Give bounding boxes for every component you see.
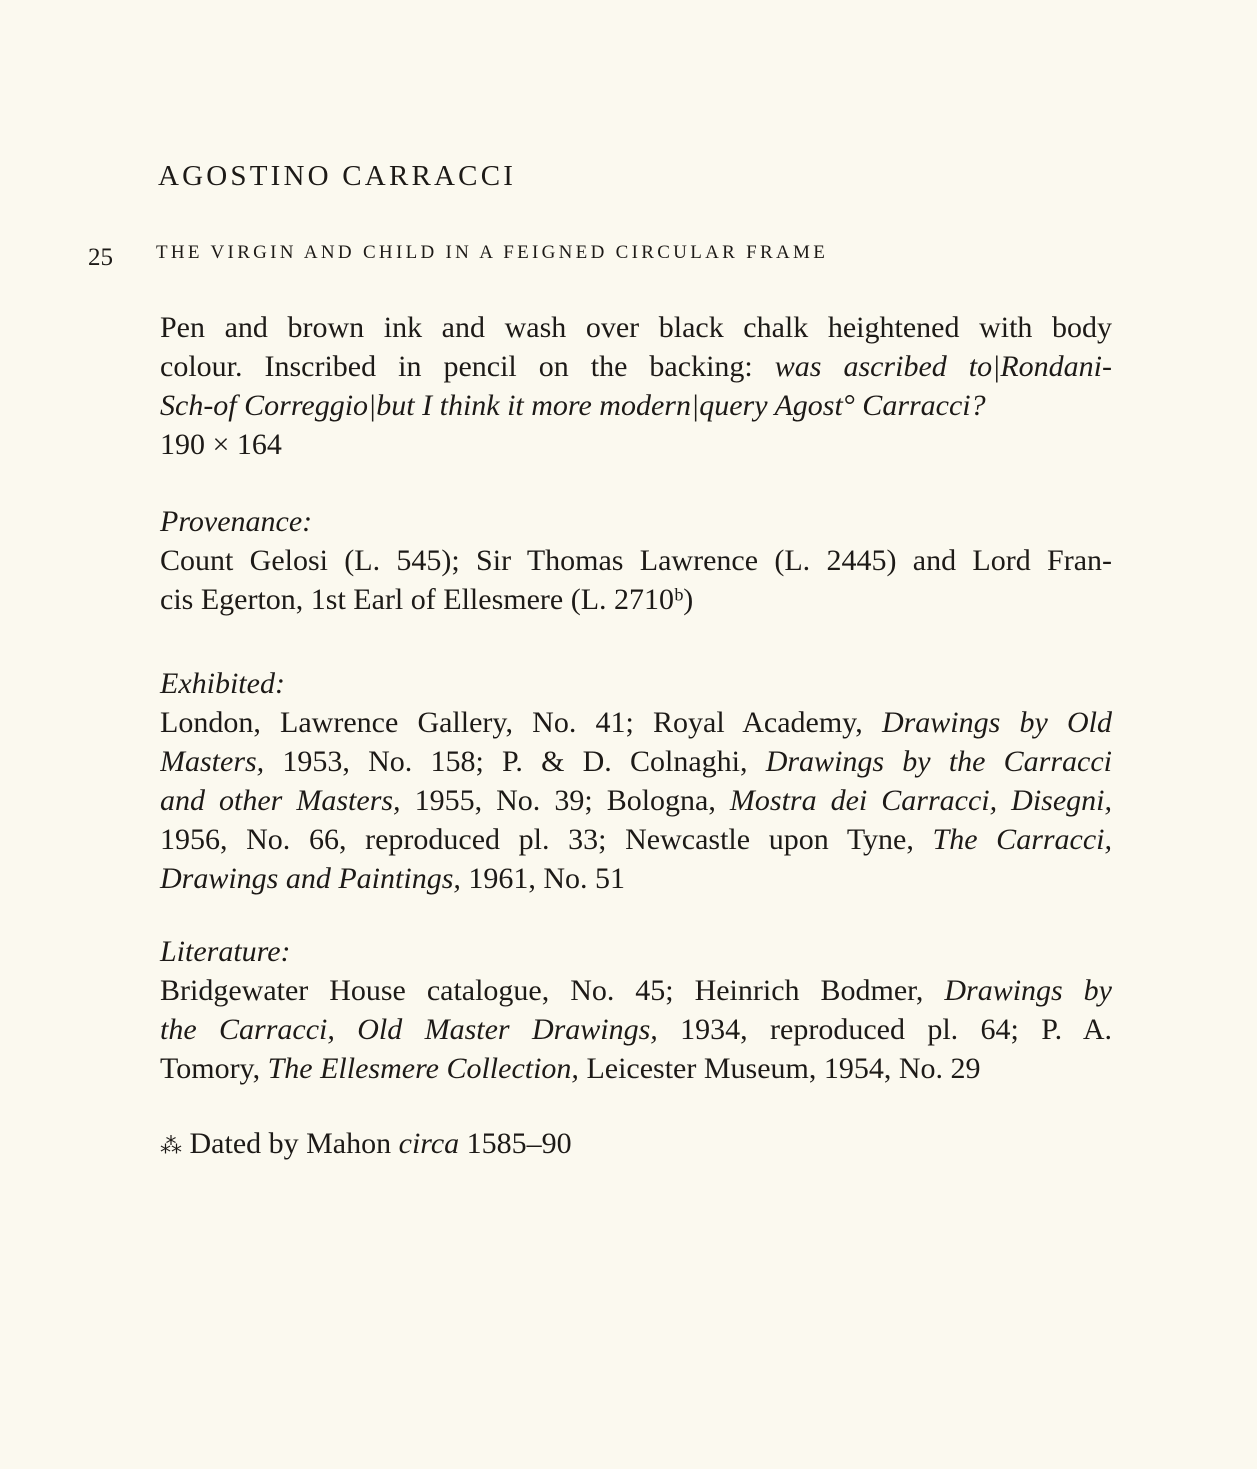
text-line: [160, 1049, 1112, 1088]
italic-text: The Ellesmere Collection,: [267, 1052, 579, 1085]
italic-text: the Carracci, Old Master Drawings,: [160, 1013, 658, 1046]
italic-text: was ascribed to|Rondani-: [774, 350, 1112, 383]
entry-title: THE VIRGIN AND CHILD IN A FEIGNED CIRCULAR FRAME: [156, 242, 829, 263]
text-line: [160, 308, 1112, 347]
italic-text: Drawings and Paintings,: [160, 862, 461, 895]
text-line: [160, 742, 1112, 781]
text-line: [160, 386, 1112, 425]
text: cis Egerton, 1st Earl of Ellesmere (L. 2710ᵇ): [160, 583, 694, 616]
text: 1585–90: [459, 1127, 572, 1160]
entry-number: 25: [88, 244, 113, 271]
text-line: [160, 1124, 1112, 1163]
exhibited-section: [160, 664, 1112, 898]
text: Dated by Mahon: [182, 1127, 399, 1160]
text-line: [160, 703, 1112, 742]
literature-section: [160, 932, 1112, 1088]
text-line: [160, 580, 1112, 619]
provenance-section: [160, 502, 1112, 619]
text: 1956, No. 66, reproduced pl. 33; Newcastle upon Tyne,: [160, 823, 933, 856]
italic-text: Drawings by the Carracci: [765, 745, 1112, 778]
text: 1953, No. 158; P. & D. Colnaghi,: [264, 745, 766, 778]
text-line: [160, 1010, 1112, 1049]
text: Bridgewater House catalogue, No. 45; Heinrich Bodmer,: [160, 974, 945, 1007]
italic-text: Sch-of Correggio|but I think it more modern|query Agost° Carracci?: [160, 389, 986, 422]
section-label: Provenance:: [160, 505, 313, 538]
text: Pen and brown ink and wash over black chalk heightened with body: [160, 311, 1112, 344]
artist-heading: AGOSTINO CARRACCI: [158, 160, 517, 192]
text: Leicester Museum, 1954, No. 29: [578, 1052, 981, 1085]
text: colour. Inscribed in pencil on the backing:: [160, 350, 775, 383]
text-line: [160, 820, 1112, 859]
italic-text: Masters,: [160, 745, 265, 778]
section-label: Exhibited:: [160, 667, 285, 700]
text: 190 × 164: [160, 428, 282, 461]
text-line: [160, 971, 1112, 1010]
text-line: [160, 347, 1112, 386]
text-line: [160, 541, 1112, 580]
italic-text: The Carracci,: [932, 823, 1112, 856]
asterism-mark: ⁂: [160, 1133, 182, 1158]
section-label: Literature:: [160, 935, 291, 968]
italic-text: Drawings by Old: [881, 706, 1112, 739]
text: 1955, No. 39; Bologna,: [400, 784, 730, 817]
text: Count Gelosi (L. 545); Sir Thomas Lawrence (L. 2445) and Lord Fran-: [160, 544, 1112, 577]
text-line: [160, 425, 1112, 464]
text-line: [160, 859, 1112, 898]
text: 1934, reproduced pl. 64; P. A.: [657, 1013, 1112, 1046]
text-line: [160, 781, 1112, 820]
italic-text: and other Masters,: [160, 784, 401, 817]
italic-text: Drawings by: [944, 974, 1112, 1007]
text: London, Lawrence Gallery, No. 41; Royal Academy,: [160, 706, 882, 739]
text: Tomory,: [160, 1052, 268, 1085]
text: 1961, No. 51: [460, 862, 626, 895]
description: [160, 308, 1112, 464]
dating-note: [160, 1124, 1112, 1163]
italic-text: Mostra dei Carracci, Disegni,: [729, 784, 1112, 817]
italic-text: circa: [398, 1127, 460, 1160]
